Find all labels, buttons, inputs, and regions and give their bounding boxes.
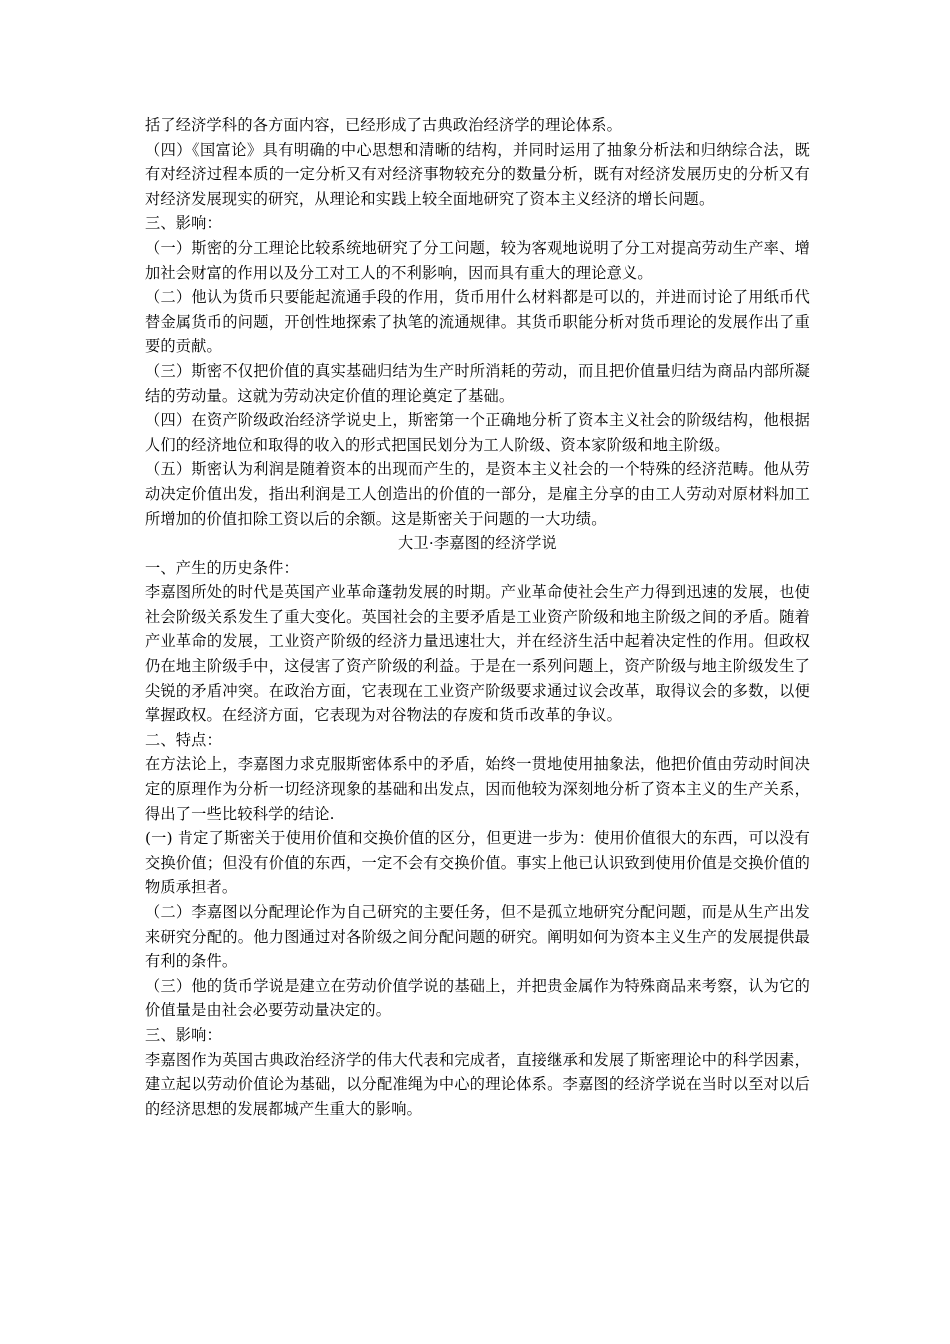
paragraph: 括了经济学科的各方面内容，已经形成了古典政治经济学的理论体系。 [145,116,623,134]
paragraph: （二）他认为货币只要能起流通手段的作用，货币用什么材料都是可以的，并进而讨论了用纸币代替金属货币的问题，开创性地探索了执笔的流通规律。其货币职能分析对货币理论的发展作出了重要的贡献。 [145,288,810,356]
paragraph: 李嘉图所处的时代是英国产业革命蓬勃发展的时期。产业革命使社会生产力得到迅速的发展，也使社会阶级关系发生了重大变化。英国社会的主要矛盾是工业资产阶级和地主阶级之间的矛盾。随着产业革命的发展，工业资产阶级的经济力量迅速壮大，并在经济生活中起着决定性的作用。但政权仍在地主阶级手中，这侵害了资产阶级的利益。于是在一系列问题上，资产阶级与地主阶级发生了尖锐的矛盾冲突。在政治方面，它表现在工业资产阶级要求通过议会改革，取得议会的多数，以便掌握政权。在经济方面，它表现为对谷物法的存废和货币改革的争议。 [145,583,810,725]
paragraph: 李嘉图作为英国古典政治经济学的伟大代表和完成者，直接继承和发展了斯密理论中的科学因素，建立起以劳动价值论为基础，以分配准绳为中心的理论体系。李嘉图的经济学说在当时以至对以后的经济思想的发展都城产生重大的影响。 [145,1050,810,1118]
section-heading: 一、产生的历史条件： [145,558,299,577]
section-heading: 二、特点： [145,730,222,749]
paragraph: （四）《国富论》具有明确的中心思想和清晰的结构，并同时运用了抽象分析法和归纳综合法，既有对经济过程本质的一定分析又有对经济事物较充分的数量分析，既有对经济发展历史的分析又有对经济发展现实的研究，从理论和实践上较全面地研究了资本主义经济的增长问题。 [145,140,810,208]
document-page [145,113,810,1121]
paragraph: （三）他的货币学说是建立在劳动价值学说的基础上，并把贵金属作为特殊商品来考察，认为它的价值量是由社会必要劳动量决定的。 [145,976,810,1020]
chapter-title: 大卫·李嘉图的经济学说 [398,534,557,553]
section-heading: 三、影响： [145,1025,222,1044]
paragraph: 在方法论上，李嘉图力求克服斯密体系中的矛盾，始终一贯地使用抽象法，他把价值由劳动时间决定的原理作为分析一切经济现象的基础和出发点，因而他较为深刻地分析了资本主义的生产关系，得出了一些比较科学的结论. [145,755,810,823]
paragraph: （二）李嘉图以分配理论作为自己研究的主要任务，但不是孤立地研究分配问题，而是从生产出发来研究分配的。他力图通过对各阶级之间分配问题的研究。阐明如何为资本主义生产的发展提供最有利的条件。 [145,903,810,971]
section-heading: 三、影响： [145,214,222,233]
paragraph: （三）斯密不仅把价值的真实基础归结为生产时所消耗的劳动，而且把价值量归结为商品内部所凝结的劳动量。这就为劳动决定价值的理论奠定了基础。 [145,361,810,405]
paragraph: （一）斯密的分工理论比较系统地研究了分工问题，较为客观地说明了分工对提高劳动生产率、增加社会财富的作用以及分工对工人的不利影响，因而具有重大的理论意义。 [145,238,810,282]
paragraph: (一) 肯定了斯密关于使用价值和交换价值的区分，但更进一步为：使用价值很大的东西，可以没有交换价值；但没有价值的东西，一定不会有交换价值。事实上他已认识致到使用价值是交换价值的物质承担者。 [145,829,810,897]
paragraph: （四）在资产阶级政治经济学说史上，斯密第一个正确地分析了资本主义社会的阶级结构，他根据人们的经济地位和取得的收入的形式把国民划分为工人阶级、资本家阶级和地主阶级。 [145,411,810,454]
paragraph: （五）斯密认为利润是随着资本的出现而产生的，是资本主义社会的一个特殊的经济范畴。他从劳动决定价值出发，指出利润是工人创造出的价值的一部分，是雇主分享的由工人劳动对原材料加工所增加的价值扣除工资以后的余额。这是斯密关于问题的一大功绩。 [145,460,810,528]
